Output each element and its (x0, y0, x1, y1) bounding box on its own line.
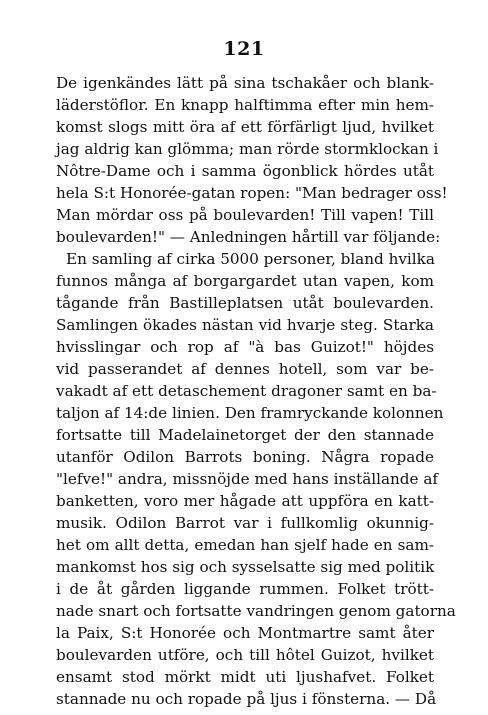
text-line: boulevarden!" — Anledningen hårtill var följande: (56, 228, 441, 246)
text-line: musik. Odilon Barrot var i fullkomlig okunnig- (56, 514, 434, 532)
text-line: tågande från Bastilleplatsen utåt boulevarden. (56, 294, 434, 312)
text-line: komst slogs mitt öra af ett förfärligt ljud, hvilket (56, 118, 434, 136)
text-line: i de åt gården liggande rummen. Folket trött- (56, 580, 434, 598)
text-line: jag aldrig kan glömma; man rörde stormklockan i (56, 140, 439, 158)
text-line: "lefve!" andra, missnöjde med hans inställande af (56, 470, 439, 488)
text-line: läderstöflor. En knapp halftimma efter min hem- (56, 96, 434, 114)
text-line: la Paix, S:t Honorée och Montmartre samt åter (56, 624, 434, 642)
text-line: Samlingen ökades nästan vid hvarje steg. Starka (56, 316, 434, 334)
text-line: taljon af 14:de linien. Den framryckande kolonnen (56, 404, 444, 422)
text-line: stannade nu och ropade på ljus i fönsterna. — Då (56, 690, 437, 708)
text-line: vakadt af ett detaschement dragoner samt en ba- (56, 382, 437, 400)
text-line: het om allt detta, emedan han sjelf hade en sam- (56, 536, 434, 554)
text-line: fortsatte till Madelainetorget der den stannade (56, 426, 434, 444)
text-line: ensamt stod mörkt midt uti ljushafvet. Folket (56, 668, 434, 686)
text-line: hela S:t Honorée-gatan ropen: "Man bedrager oss! (56, 184, 448, 202)
text-line: Man mördar oss på boulevarden! Till vapen! Till (56, 206, 434, 224)
text-line: utanför Odilon Barrots boning. Några ropade (56, 448, 434, 466)
text-line: boulevarden utföre, och till hôtel Guizot, hvilket (56, 646, 434, 664)
text-line: mankomst hos sig och sysselsatte sig med politik (56, 558, 435, 576)
body-text (56, 72, 456, 710)
text-line: En samling af cirka 5000 personer, bland hvilka (66, 250, 435, 268)
text-line: hvisslingar och rop af "à bas Guizot!" höjdes (56, 338, 434, 356)
text-line: vid passerandet af dennes hotell, som var be- (56, 360, 434, 378)
text-line: Nôtre-Dame och i samma ögonblick hördes utåt (56, 162, 434, 180)
page-number: 121 (223, 38, 265, 60)
text-line: De igenkändes lätt på sina tschakåer och blank- (56, 74, 434, 92)
text-line: nade snart och fortsatte vandringen genom gatorna (56, 602, 456, 620)
text-line: funnos många af borgargardet utan vapen, kom (56, 272, 434, 290)
text-line: banketten, voro mer hågade att uppföra en katt- (56, 492, 434, 510)
